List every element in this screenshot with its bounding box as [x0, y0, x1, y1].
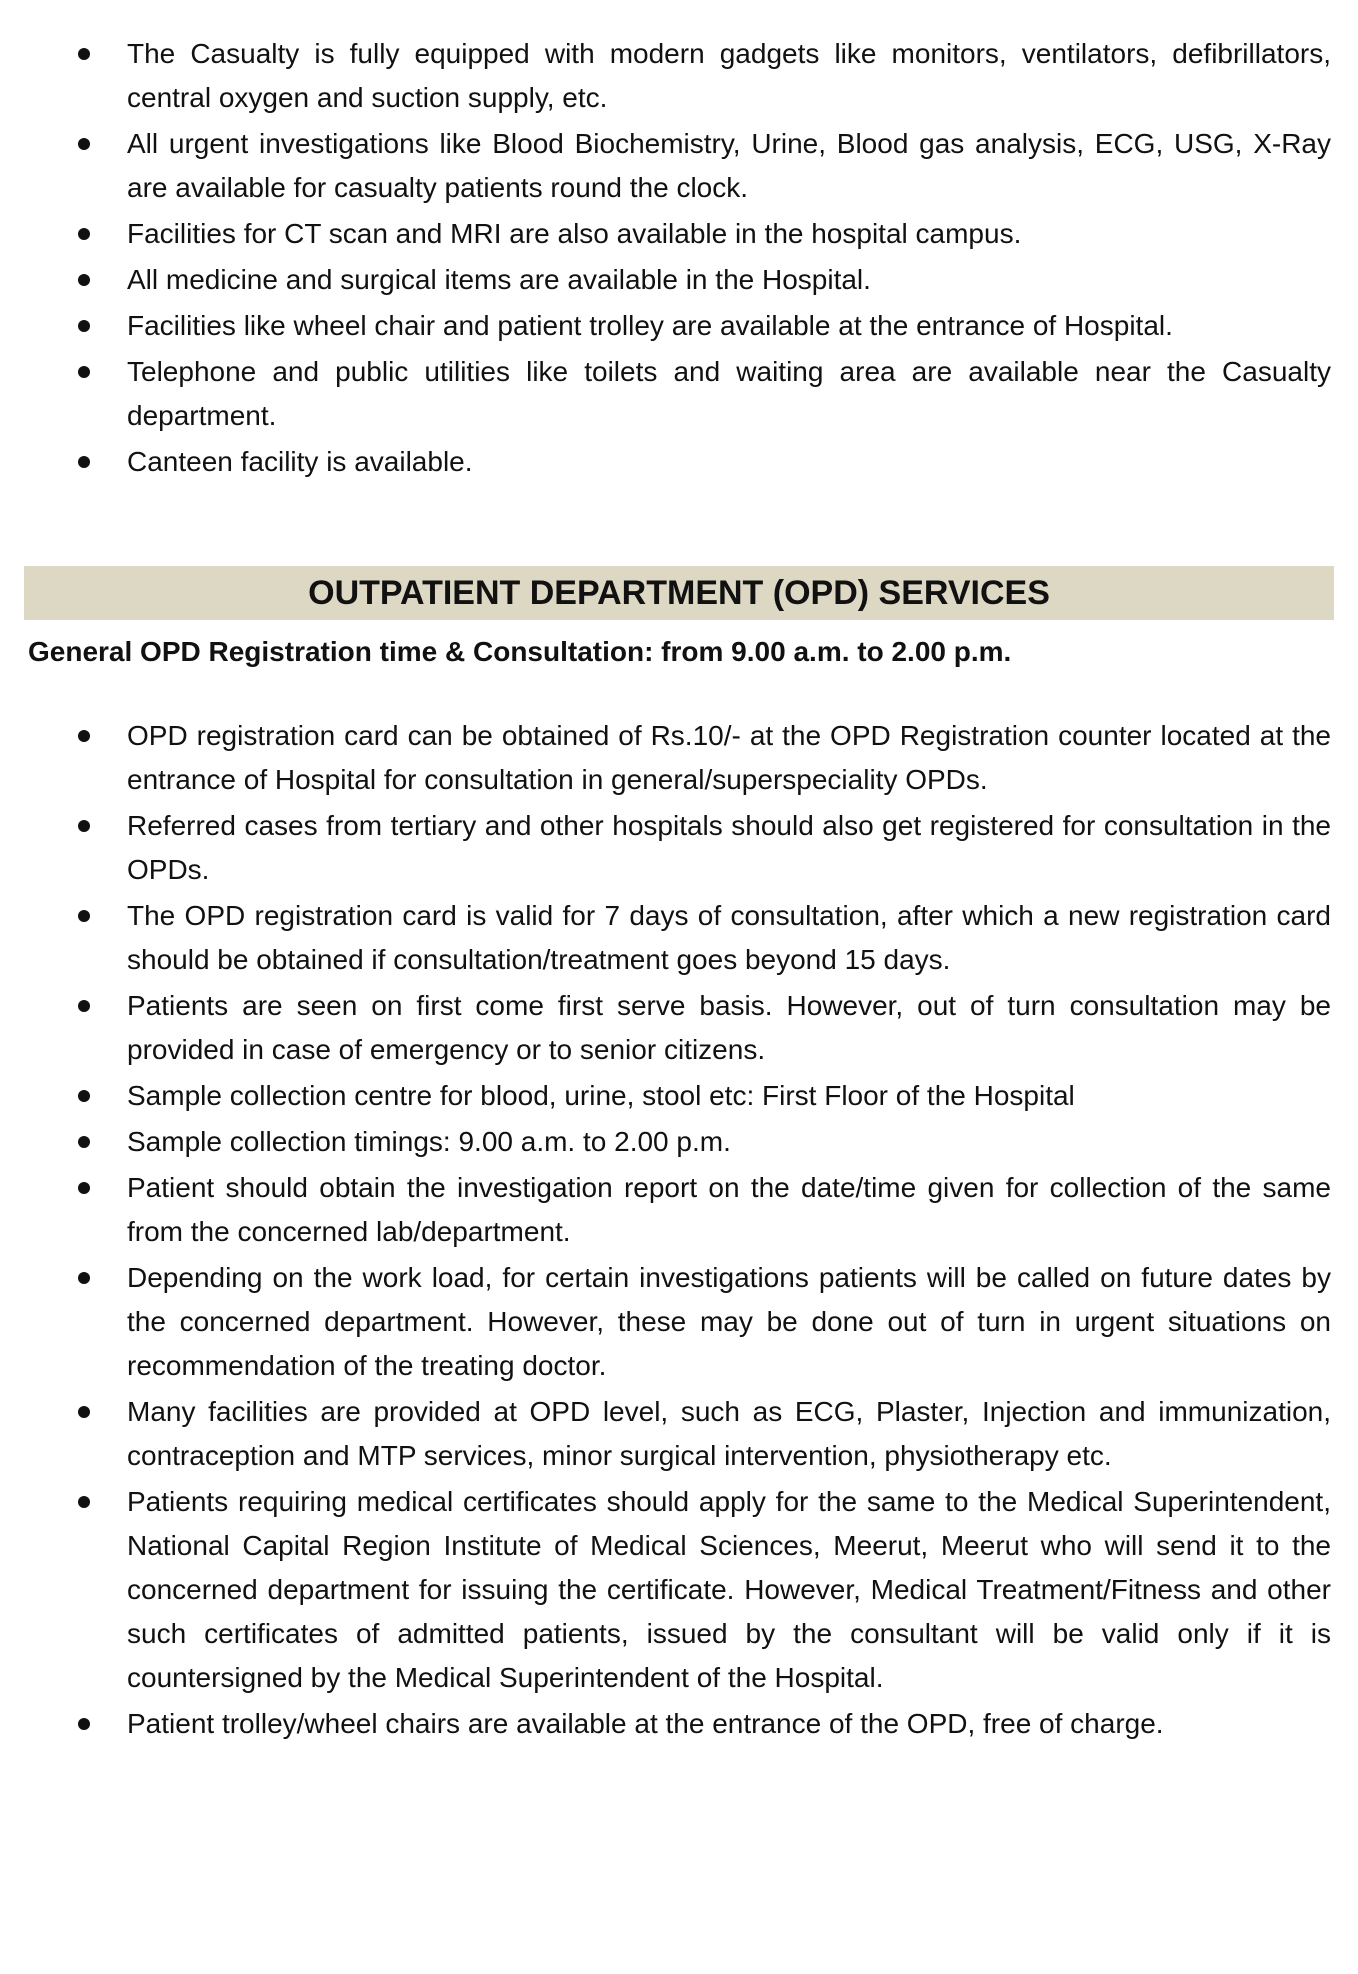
bullet-icon: [78, 1182, 90, 1194]
list-item: [0, 1702, 1358, 1746]
list-item: [0, 804, 1358, 892]
list-item: [0, 258, 1358, 302]
list-item: [0, 212, 1358, 256]
bullet-icon: [78, 274, 90, 286]
bullet-icon: [78, 1406, 90, 1418]
opd-timing-subheading: General OPD Registration time & Consultation: from 9.00 a.m. to 2.00 p.m.: [28, 636, 1012, 667]
bullet-icon: [78, 366, 90, 378]
list-item: [0, 714, 1358, 802]
list-item-text: The Casualty is fully equipped with modern gadgets like monitors, ventilators, defibrillators, central oxygen and suction supply, etc.: [127, 38, 1331, 113]
list-item: [0, 1480, 1358, 1700]
bullet-icon: [78, 1718, 90, 1730]
list-item-text: Facilities for CT scan and MRI are also available in the hospital campus.: [127, 218, 1022, 249]
bullet-icon: [78, 910, 90, 922]
list-item: [0, 1390, 1358, 1478]
list-item-text: Patients are seen on first come first serve basis. However, out of turn consultation may be provided in case of emergency or to senior citizens.: [127, 990, 1331, 1065]
bullet-icon: [78, 820, 90, 832]
list-item: [0, 1120, 1358, 1164]
list-item-text: Depending on the work load, for certain investigations patients will be called on future dates by the concerned department. However, these may be done out of turn in urgent situations on recommendation of the treating doctor.: [127, 1262, 1331, 1381]
list-item: [0, 984, 1358, 1072]
opd-services-list: [0, 714, 1358, 1748]
casualty-facilities-list: [0, 32, 1358, 486]
bullet-icon: [78, 456, 90, 468]
list-item-text: Many facilities are provided at OPD level, such as ECG, Plaster, Injection and immunization, contraception and MTP services, minor surgical intervention, physiotherapy etc.: [127, 1396, 1331, 1471]
list-item-text: Patients requiring medical certificates should apply for the same to the Medical Superintendent, National Capital Region Institute of Medical Sciences, Meerut, Meerut who will send it to the concerned department for issuing the certificate. However, Medical Treatment/Fitness and other such certificates of admitted patients, issued by the consultant will be valid only if it is countersigned by the Medical Superintendent of the Hospital.: [127, 1486, 1331, 1693]
list-item-text: All urgent investigations like Blood Biochemistry, Urine, Blood gas analysis, ECG, USG, X-Ray are available for casualty patients round the clock.: [127, 128, 1331, 203]
list-item-text: Sample collection centre for blood, urine, stool etc: First Floor of the Hospital: [127, 1080, 1075, 1111]
list-item: [0, 1256, 1358, 1388]
list-item: [0, 894, 1358, 982]
bullet-icon: [78, 1090, 90, 1102]
list-item-text: Sample collection timings: 9.00 a.m. to 2.00 p.m.: [127, 1126, 731, 1157]
bullet-icon: [78, 1272, 90, 1284]
list-item-text: OPD registration card can be obtained of Rs.10/- at the OPD Registration counter located at the entrance of Hospital for consultation in general/superspeciality OPDs.: [127, 720, 1331, 795]
bullet-icon: [78, 138, 90, 150]
bullet-icon: [78, 228, 90, 240]
list-item-text: The OPD registration card is valid for 7 days of consultation, after which a new registration card should be obtained if consultation/treatment goes beyond 15 days.: [127, 900, 1331, 975]
list-item: [0, 350, 1358, 438]
list-item-text: Referred cases from tertiary and other hospitals should also get registered for consultation in the OPDs.: [127, 810, 1331, 885]
list-item: [0, 440, 1358, 484]
list-item-text: Telephone and public utilities like toilets and waiting area are available near the Casualty department.: [127, 356, 1331, 431]
bullet-icon: [78, 730, 90, 742]
list-item-text: All medicine and surgical items are available in the Hospital.: [127, 264, 871, 295]
section-title: OUTPATIENT DEPARTMENT (OPD) SERVICES: [308, 574, 1050, 612]
list-item-text: Facilities like wheel chair and patient trolley are available at the entrance of Hospital.: [127, 310, 1173, 341]
bullet-icon: [78, 1496, 90, 1508]
bullet-icon: [78, 48, 90, 60]
list-item: [0, 1166, 1358, 1254]
list-item: [0, 1074, 1358, 1118]
list-item-text: Canteen facility is available.: [127, 446, 473, 477]
list-item: [0, 304, 1358, 348]
bullet-icon: [78, 1136, 90, 1148]
list-item: [0, 122, 1358, 210]
list-item-text: Patient trolley/wheel chairs are available at the entrance of the OPD, free of charge.: [127, 1708, 1164, 1739]
list-item-text: Patient should obtain the investigation report on the date/time given for collection of the same from the concerned lab/department.: [127, 1172, 1331, 1247]
list-item: [0, 32, 1358, 120]
bullet-icon: [78, 1000, 90, 1012]
bullet-icon: [78, 320, 90, 332]
